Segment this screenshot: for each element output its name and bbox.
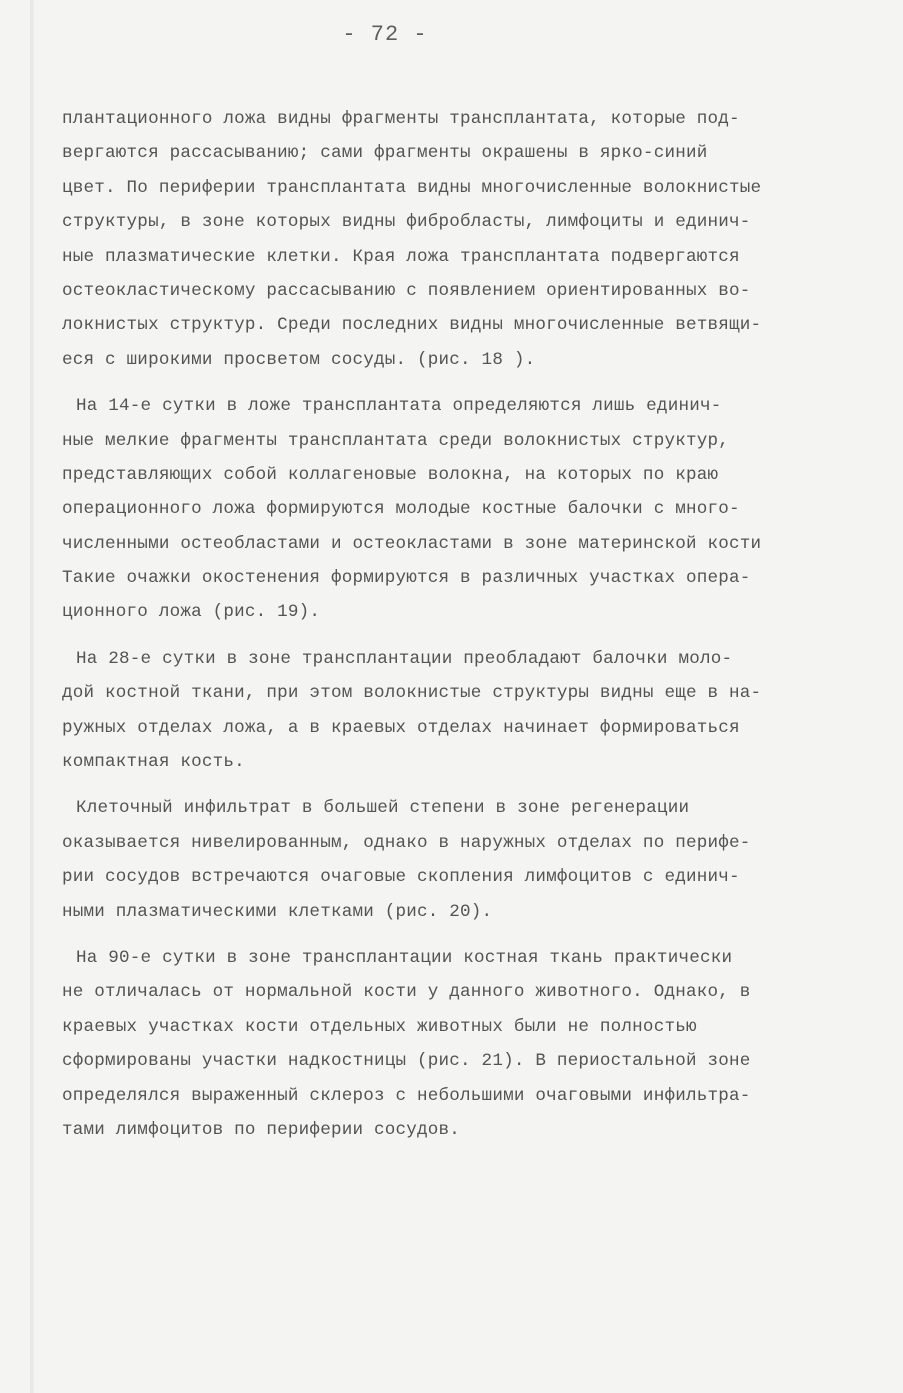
text-line: ционного ложа (рис. 19).	[62, 602, 321, 623]
text-line: оказывается нивелированным, однако в наружных отделах по перифе-	[62, 832, 751, 853]
paragraph	[62, 102, 874, 377]
binding-edge	[30, 0, 34, 1393]
text-line: Такие очажки окостенения формируются в различных участках опера-	[62, 568, 751, 589]
text-line: операционного ложа формируются молодые костные балочки с много-	[62, 499, 740, 520]
text-line: структуры, в зоне которых видны фибробласты, лимфоциты и единич-	[62, 212, 751, 233]
page-number: - 72 -	[342, 22, 428, 47]
paragraph	[62, 642, 874, 780]
text-line: рии сосудов встречаются очаговые скопления лимфоцитов с единич-	[62, 867, 740, 888]
text-line: На 90-е сутки в зоне трансплантации костная ткань практически	[76, 947, 733, 968]
text-line: еся с широкими просветом сосуды. (рис. 18 ).	[62, 349, 536, 370]
paragraph	[62, 941, 874, 1147]
text-line: цвет. По периферии трансплантата видны многочисленные волокнистые	[62, 177, 762, 198]
paragraph	[62, 389, 874, 630]
paragraph-gap	[62, 377, 874, 389]
paragraph-gap	[62, 929, 874, 941]
text-line: На 28-е сутки в зоне трансплантации преобладают балочки моло-	[76, 648, 733, 669]
text-line: На 14-е сутки в ложе трансплантата определяются лишь единич-	[76, 396, 722, 417]
text-line: плантационного ложа видны фрагменты трансплантата, которые под-	[62, 109, 740, 129]
text-line: краевых участках кости отдельных животных были не полностью	[62, 1016, 697, 1037]
text-line: ные мелкие фрагменты трансплантата среди волокнистых структур,	[62, 430, 729, 451]
text-line: численными остеобластами и остеокластами в зоне материнской кости	[62, 533, 762, 554]
text-line: тами лимфоцитов по периферии сосудов.	[62, 1119, 461, 1140]
text-line: вергаются рассасыванию; сами фрагменты окрашены в ярко-синий	[62, 143, 708, 164]
text-line: остеокластическому рассасыванию с появлением ориентированных во-	[62, 280, 751, 301]
text-line: определялся выраженный склероз с небольшими очаговыми инфильтра-	[62, 1085, 751, 1106]
text-line: ружных отделах ложа, а в краевых отделах начинает формироваться	[62, 717, 740, 738]
text-line: ные плазматические клетки. Края ложа трансплантата подвергаются	[62, 246, 740, 267]
text-line: сформированы участки надкостницы (рис. 21). В периостальной зоне	[62, 1051, 751, 1072]
text-line: Клеточный инфильтрат в большей степени в зоне регенерации	[76, 798, 690, 819]
paragraph-gap	[62, 779, 874, 791]
paragraph-gap	[62, 630, 874, 642]
text-line: компактная кость.	[62, 752, 245, 773]
text-line: дой костной ткани, при этом волокнистые структуры видны еще в на-	[62, 683, 762, 704]
text-line: локнистых структур. Среди последних видны многочисленные ветвящи-	[62, 315, 762, 336]
body-text	[62, 102, 874, 1147]
text-line: ными плазматическими клетками (рис. 20).	[62, 901, 493, 922]
paragraph	[62, 791, 874, 929]
text-line: не отличалась от нормальной кости у данного животного. Однако, в	[62, 982, 751, 1003]
text-line: представляющих собой коллагеновые волокна, на которых по краю	[62, 464, 719, 485]
